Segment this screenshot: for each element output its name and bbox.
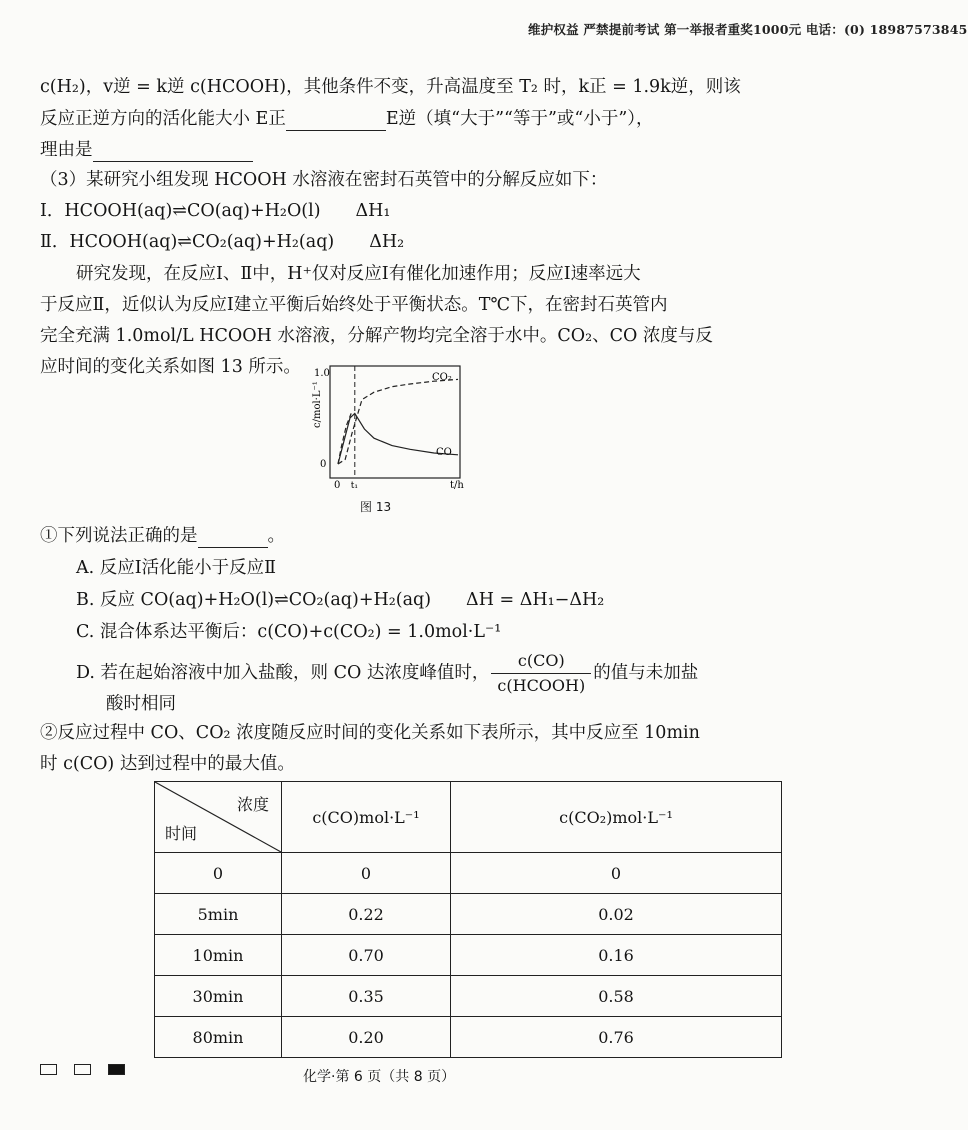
cell-co2: 0.58 (451, 976, 782, 1017)
intro-line-3 (40, 138, 253, 162)
page-marker-empty-2 (74, 1064, 91, 1075)
answer-blank-q1[interactable] (198, 547, 268, 548)
x-tick-zero: 0 (334, 480, 341, 491)
intro-line-2-b: E逆（填“大于”“等于”或“小于”）， (385, 109, 654, 129)
q1-option-d-a: D. 若在起始溶液中加入盐酸，则 CO 达浓度峰值时， (76, 663, 490, 683)
intro-line-1: c(H₂)，v逆 = k逆 c(HCOOH)，其他条件不变，升高温度至 T₂ 时，k正 = 1.9k逆，则该 (40, 77, 741, 97)
q1-option-a[interactable]: A. 反应Ⅰ活化能小于反应Ⅱ (76, 558, 277, 578)
q1-option-c[interactable]: C. 混合体系达平衡后：c(CO)+c(CO₂) = 1.0mol·L⁻¹ (76, 622, 502, 642)
cell-time: 5min (155, 894, 282, 935)
cell-time: 10min (155, 935, 282, 976)
table-row (155, 853, 782, 894)
corner-top-label: 浓度 (236, 795, 269, 814)
answer-blank-activation[interactable] (286, 130, 386, 131)
q1-stem-text: ①下列说法正确的是 (40, 526, 198, 546)
fraction-denominator: c(HCOOH) (497, 676, 586, 695)
col-header-co: c(CO)mol·L⁻¹ (282, 782, 451, 853)
figure-caption: 图 13 (360, 500, 392, 514)
x-axis-label: t/h (450, 480, 464, 491)
intro-line-2-a: 反应正逆方向的活化能大小 E正 (40, 109, 286, 129)
figure-13-chart (290, 360, 470, 495)
y-tick-zero: 0 (320, 459, 327, 470)
cell-co2: 0.16 (451, 935, 782, 976)
section3-para-2: 于反应Ⅱ，近似认为反应Ⅰ建立平衡后始终处于平衡状态。T℃下，在密封石英管内 (40, 295, 668, 315)
page-marker-empty-1 (40, 1064, 57, 1075)
section3-intro: （3）某研究小组发现 HCOOH 水溶液在密封石英管中的分解反应如下： (40, 170, 608, 190)
cell-co: 0.22 (282, 894, 451, 935)
q1-option-d-cont: 酸时相同 (106, 694, 176, 714)
answer-blank-reason[interactable] (93, 161, 253, 162)
q1-option-d-b: 的值与未加盐 (593, 663, 699, 683)
x-tick-t1: t₁ (350, 481, 359, 491)
cell-co2: 0.02 (451, 894, 782, 935)
cell-time: 0 (155, 853, 282, 894)
table-header-row (155, 782, 782, 853)
cell-time: 80min (155, 1017, 282, 1058)
cell-co: 0.70 (282, 935, 451, 976)
section3-para-4: 应时间的变化关系如图 13 所示。 (40, 357, 301, 377)
cell-time: 30min (155, 976, 282, 1017)
q1-option-b[interactable]: B. 反应 CO(aq)+H₂O(l)⇌CO₂(aq)+H₂(aq) ΔH = ΔH₁−ΔH₂ (76, 590, 605, 610)
fraction-numerator: c(CO) (491, 650, 591, 674)
cell-co: 0.20 (282, 1017, 451, 1058)
ratio-fraction (491, 650, 591, 697)
page-marker-filled (108, 1064, 125, 1075)
section3-para-3: 完全充满 1.0mol/L HCOOH 水溶液，分解产物均完全溶于水中。CO₂、CO 浓度与反 (40, 326, 713, 346)
legend-co: CO (436, 447, 452, 458)
q2-line-1: ②反应过程中 CO、CO₂ 浓度随反应时间的变化关系如下表所示，其中反应至 10min (40, 723, 700, 743)
table-row (155, 894, 782, 935)
q1-stem (40, 524, 285, 548)
intro-line-2 (40, 107, 654, 131)
corner-bottom-label: 时间 (165, 824, 198, 843)
cell-co2: 0.76 (451, 1017, 782, 1058)
reason-label: 理由是 (40, 140, 93, 160)
y-tick-max: 1.0 (314, 368, 330, 379)
cell-co: 0 (282, 853, 451, 894)
q1-stem-end: 。 (267, 526, 285, 546)
anti-leak-notice: 维护权益 严禁提前考试 第一举报者重奖1000元 电话：(0) 18987573845 (528, 22, 968, 37)
q1-option-d[interactable] (76, 650, 698, 697)
section3-para-1: 研究发现，在反应Ⅰ、Ⅱ中，H⁺仅对反应Ⅰ有催化加速作用；反应Ⅰ速率远大 (76, 264, 641, 284)
reaction-2: Ⅱ．HCOOH(aq)⇌CO₂(aq)+H₂(aq) ΔH₂ (40, 232, 405, 252)
y-axis-label: c/mol·L⁻¹ (312, 381, 323, 428)
page-footer: 化学·第 6 页（共 8 页） (303, 1069, 456, 1085)
concentration-table (154, 781, 782, 1058)
q2-line-2: 时 c(CO) 达到过程中的最大值。 (40, 754, 295, 774)
reaction-1: Ⅰ．HCOOH(aq)⇌CO(aq)+H₂O(l) ΔH₁ (40, 201, 391, 221)
table-corner-cell (155, 782, 282, 853)
legend-co2: CO₂ (432, 372, 452, 383)
table-row (155, 1017, 782, 1058)
table-row (155, 935, 782, 976)
cell-co: 0.35 (282, 976, 451, 1017)
col-header-co2: c(CO₂)mol·L⁻¹ (451, 782, 782, 853)
cell-co2: 0 (451, 853, 782, 894)
table-row (155, 976, 782, 1017)
